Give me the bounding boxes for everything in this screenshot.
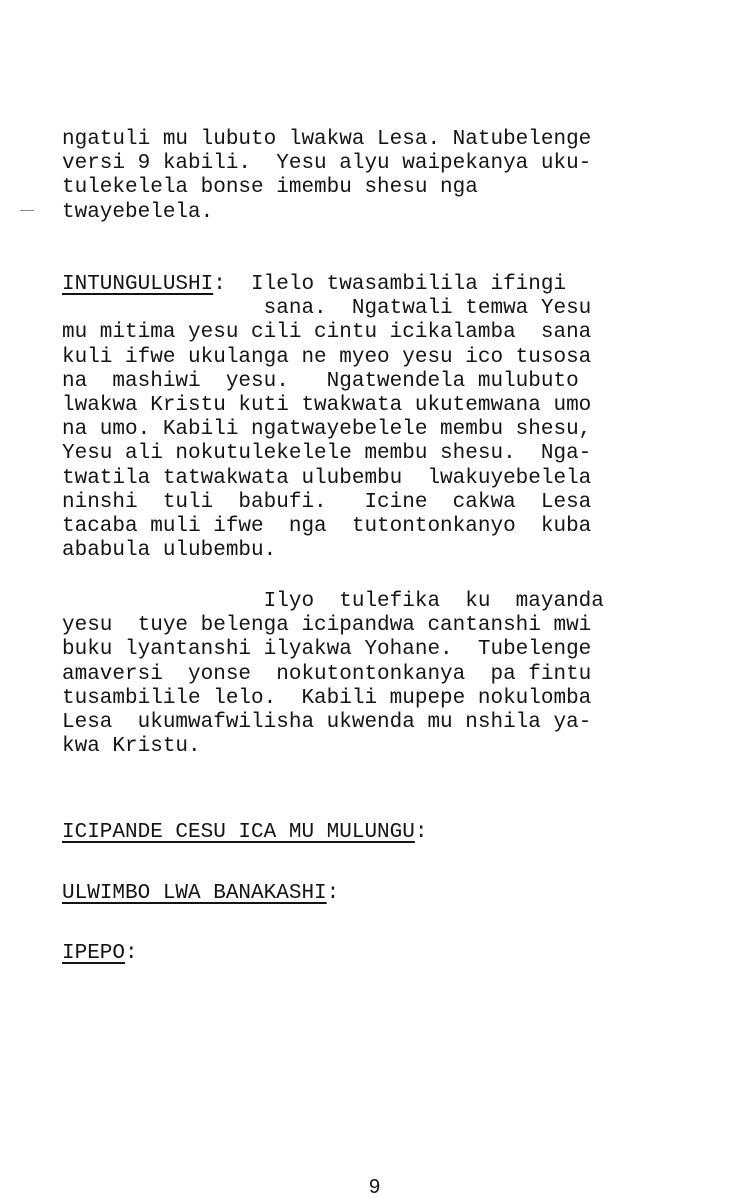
intungulushi-label: INTUNGULUSHI <box>62 273 214 296</box>
margin-mark <box>20 210 34 211</box>
paragraph-opening: ngatuli mu lubuto lwakwa Lesa. Natubelenge versi 9 kabili. Yesu alyu waipekanya uku- tulekelela bonse imembu shesu nga twayebelela. <box>62 128 592 224</box>
heading-icipande <box>62 821 427 845</box>
intungulushi-body: : Ilelo twasambilila ifingi sana. Ngatwali temwa Yesu mu mitima yesu cili cintu icikalamba sana kuli ifwe ukulanga ne myeo yesu ico tusosa na mashiwi yesu. Ngatwendela mulubuto lwakwa Kristu kuti twakwata ukutemwana umo na umo. Kabili ngatwayebelele membu shesu, Yesu ali nokutulekelele membu shesu. Nga- twatila tatwakwata ulubembu lwakuyebelela ninshi tuli babufi. Icine cakwa Lesa tacaba muli ifwe nga tutontonkanyo kuba ababula ulubembu. <box>62 273 592 563</box>
heading-ipepo-colon: : <box>125 942 138 965</box>
heading-ulwimbo <box>62 882 339 906</box>
page-number: 9 <box>368 1176 381 1198</box>
heading-icipande-colon: : <box>414 821 428 844</box>
heading-ulwimbo-colon: : <box>326 882 340 905</box>
heading-ulwimbo-label: ULWIMBO LWA BANAKASHI <box>62 882 327 905</box>
heading-icipande-label: ICIPANDE CESU ICA MU MULUNGU <box>62 821 415 844</box>
heading-ipepo <box>62 942 138 966</box>
paragraph-intungulushi <box>62 273 672 563</box>
paragraph-closing: Ilyo tulefika ku mayanda yesu tuye belenga icipandwa cantanshi mwi buku lyantanshi ilyakwa Yohane. Tubelenge amaversi yonse nokutontonkanya pa fintu tusambilile lelo. Kabili mupepe nokulomba Lesa ukumwafwilisha ukwenda mu nshila ya- kwa Kristu. <box>62 590 604 759</box>
heading-ipepo-label: IPEPO <box>62 942 126 965</box>
